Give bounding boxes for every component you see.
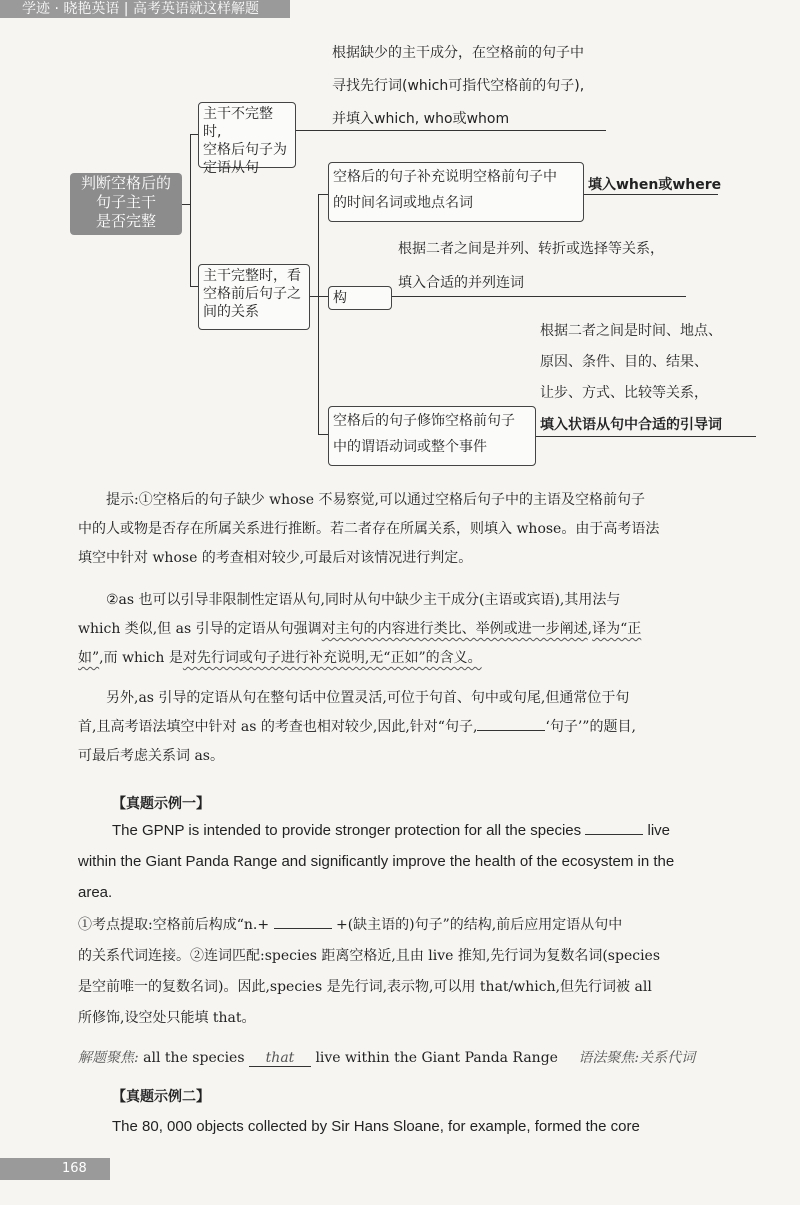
fill-blank — [274, 914, 332, 929]
example1-analysis: ①考点提取:空格前后构成“n.+ +(缺主语的)句子”的结构,前后应用定语从句中 的关系代词连接。②连词匹配:species 距离空格近,且由 live 推知,先行词为复数名词(species 是空前唯一的复数名词)。因此,species 是先行词,表示物,可以用 that/which,但先行词被 all 所修饰,设空处只能填 that。 — [78, 910, 754, 1034]
connector — [182, 204, 190, 205]
connector — [584, 194, 718, 195]
connector — [310, 296, 318, 297]
connector — [318, 194, 328, 195]
connector — [318, 296, 328, 297]
tip-paragraph-3: 另外,as 引导的定语从句在整句话中位置灵活,可位于句首、句中或句尾,但通常位于句 首,且高考语法填空中针对 as 的考查也相对较少,因此,针对“句子, ‘句子’”的题目, 可最后考虑关系词 as。 — [78, 690, 636, 764]
branch-complete-node: 主干完整时，看 空格前后句子之 间的关系 — [198, 264, 310, 330]
branch1-note-line: 寻找先行词(which可指代空格前的句子), — [332, 78, 585, 94]
answer-blank: that — [249, 1050, 311, 1067]
sub3-note-line: 根据二者之间是时间、地点、 — [540, 323, 722, 339]
connector — [392, 296, 686, 297]
sub2-note-line: 填入合适的并列连词 — [398, 275, 524, 291]
sub-coordinate-node: 构 — [328, 286, 392, 310]
connector — [190, 286, 198, 287]
sub-time-place-node: 空格后的句子补充说明空格前句子中 的时间名词或地点名词 — [328, 162, 584, 222]
connector — [318, 194, 319, 434]
branch-incomplete-node: 主干不完整时, 空格后句子为 定语从句 — [198, 102, 296, 168]
connector — [536, 436, 756, 437]
sub3-note-line: 让步、方式、比较等关系， — [540, 385, 708, 401]
example1-heading: 【真题示例一】 — [112, 796, 210, 812]
branch1-note-line: 根据缺少的主干成分，在空格前的句子中 — [332, 45, 584, 61]
tip-paragraph-1: 提示:①空格后的句子缺少 whose 不易察觉,可以通过空格后句子中的主语及空格前句子 中的人或物是否存在所属关系进行推断。若二者存在所属关系，则填入 whose。由于高考语法 填空中针对 whose 的考查相对较少,可最后对该情况进行判定。 — [78, 492, 660, 566]
sub-adverbial-node: 空格后的句子修饰空格前句子 中的谓语动词或整个事件 — [328, 406, 536, 466]
connector — [318, 434, 328, 435]
root-node: 判断空格后的 句子主干 是否完整 — [70, 173, 182, 235]
connector — [190, 134, 191, 286]
page-number: 168 — [0, 1158, 110, 1180]
branch1-note-line: 并填入which, who或whom — [332, 111, 510, 127]
sub3-note-line: 原因、条件、目的、结果、 — [540, 354, 708, 370]
tip-paragraph-2: ②as 也可以引导非限制性定语从句,同时从句中缺少主干成分(主语或宾语),其用法与 which 类似,但 as 引导的定语从句强调对主句的内容进行类比、举例或进一步阐述,译为“正 如”,而 which 是对先行词或句子进行补充说明,无“正如”的含义。 — [78, 592, 642, 666]
sub1-result: 填入when或where — [588, 177, 722, 193]
fill-blank — [477, 716, 545, 731]
solution-focus: 解题聚焦: all the species that live within the Giant Panda Range 语法聚焦:关系代词 — [78, 1050, 696, 1066]
fill-blank — [585, 820, 643, 835]
sub3-result: 填入状语从句中合适的引导词 — [540, 417, 722, 433]
page-header: 学迹 · 晓艳英语 | 高考英语就这样解题 — [0, 0, 290, 18]
sub2-note-line: 根据二者之间是并列、转折或选择等关系， — [398, 241, 664, 257]
example2-sentence: The 80, 000 objects collected by Sir Hans Sloane, for example, formed the core — [112, 1118, 640, 1135]
example1-sentence: The GPNP is intended to provide stronger protection for all the species live within the Giant Panda Range and significantly improve the health of the ecosystem in the area. — [78, 822, 675, 901]
example2-heading: 【真题示例二】 — [112, 1089, 210, 1105]
connector — [296, 130, 606, 131]
connector — [190, 134, 198, 135]
